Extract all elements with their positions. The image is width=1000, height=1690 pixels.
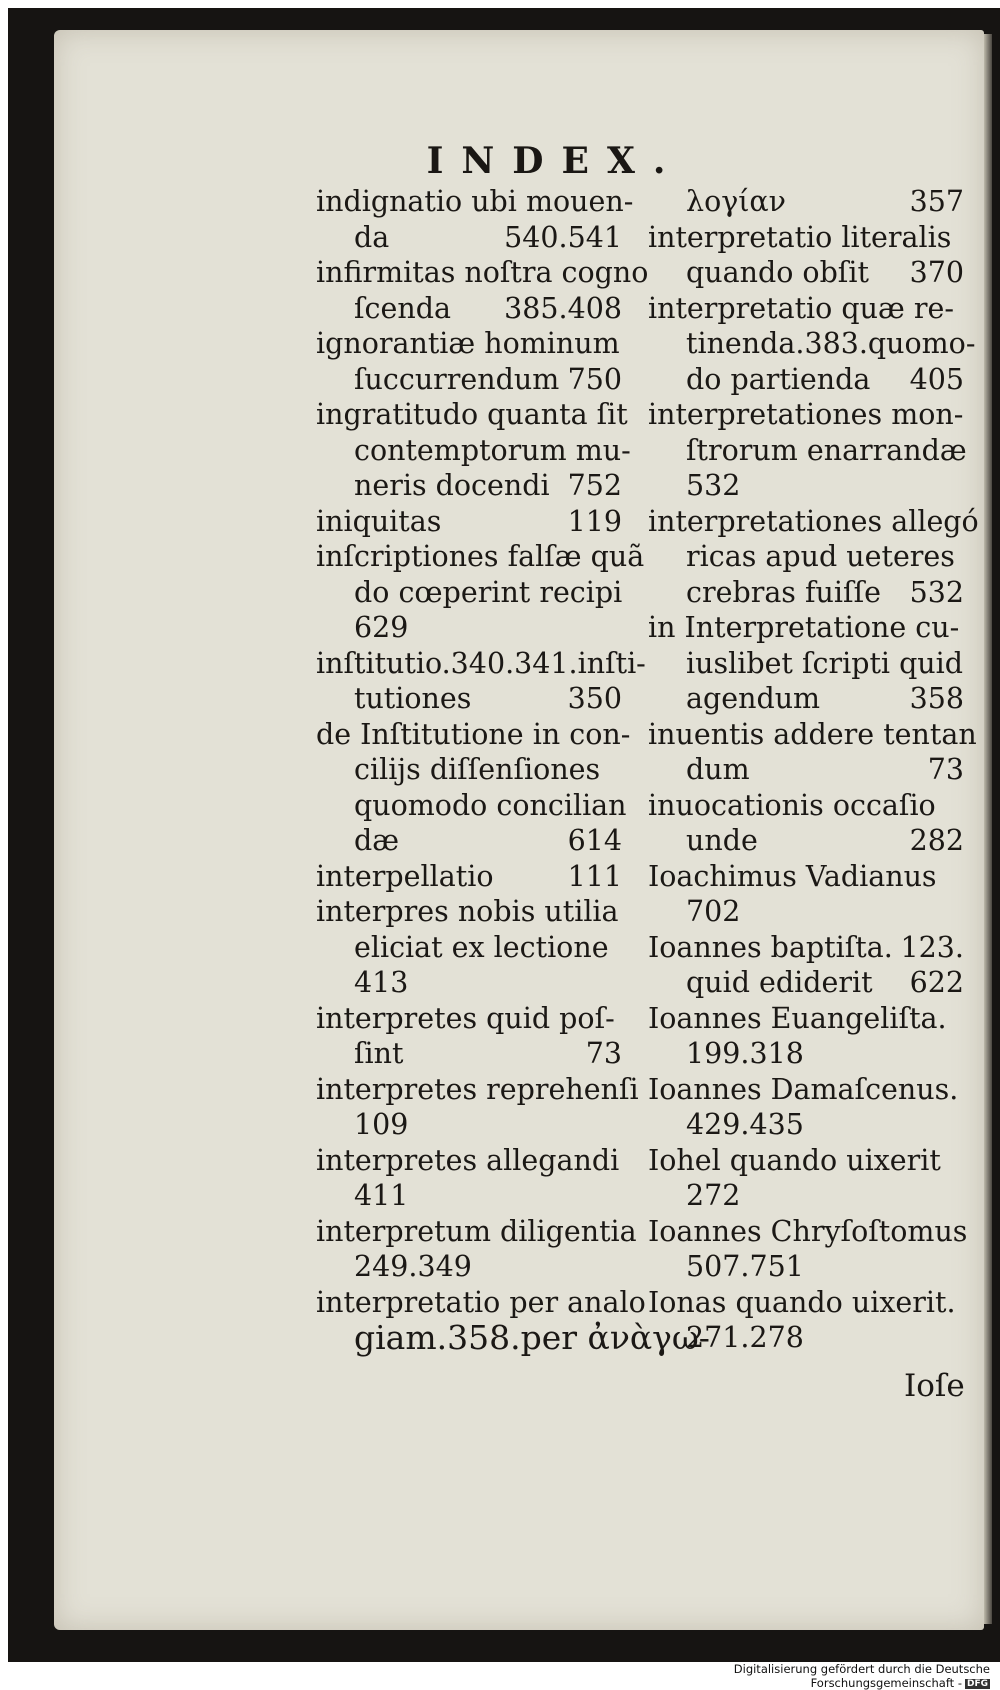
index-entry-line <box>316 1107 622 1143</box>
index-entry-line <box>316 788 627 824</box>
entry-text: 629 <box>354 611 409 644</box>
index-entry-line <box>648 362 964 398</box>
index-entry-line <box>648 255 964 291</box>
entry-text: iuslibet ſcripti quid <box>686 646 964 680</box>
entry-text: inſcriptiones falſæ quã <box>316 540 645 573</box>
entry-page-number: 282 <box>909 824 964 857</box>
entry-text: Ioannes Chryſoſtomus <box>648 1214 968 1248</box>
index-entry-line <box>648 1285 964 1321</box>
index-entry-line <box>648 1143 964 1179</box>
entry-page-number: 73 <box>927 753 964 786</box>
index-entry-line <box>648 681 964 717</box>
entry-text: ſint <box>354 1037 404 1070</box>
index-entry-line <box>316 539 645 575</box>
index-entry-line <box>648 894 964 930</box>
index-entry-line <box>316 1072 639 1108</box>
index-entry-line <box>316 646 646 682</box>
entry-text: agendum <box>686 682 821 715</box>
index-entry-line <box>316 610 622 646</box>
entry-page-number: 123. <box>900 930 964 964</box>
index-entry-line <box>648 397 964 433</box>
entry-text: eliciat ex lectione <box>354 930 609 964</box>
index-entry-line <box>648 859 964 895</box>
entry-text: dæ <box>354 824 400 857</box>
index-entry-line <box>648 1178 964 1214</box>
index-entry-line <box>316 752 622 788</box>
index-entry-line <box>316 291 622 327</box>
entry-text: 272 <box>686 1179 741 1212</box>
entry-text: ricas apud ueteres <box>686 540 955 573</box>
entry-text: de Inſtitutione in con- <box>316 717 631 751</box>
footer-text: Digitalisierung gefördert durch die Deutsche Forschungsgemeinschaft - <box>733 1662 990 1690</box>
index-entry-line <box>648 717 977 753</box>
index-entry-line <box>648 1214 968 1250</box>
index-entry-line <box>648 468 964 504</box>
index-entry-line <box>316 1214 637 1250</box>
index-entry-line <box>648 1107 964 1143</box>
index-column-left <box>316 184 710 1357</box>
index-entry-line <box>648 965 964 1001</box>
entry-text: inuentis addere tentan <box>648 717 977 751</box>
entry-text: interpretatio per analo <box>316 1285 646 1319</box>
entry-page-number: 540.541 <box>504 220 622 254</box>
index-entry-line <box>316 1318 710 1357</box>
entry-text: 429.435 <box>686 1108 804 1141</box>
index-entry-line <box>648 575 964 611</box>
entry-page-number: 350 <box>567 682 622 715</box>
entry-text: ignorantiæ hominum <box>316 327 620 360</box>
entry-page-number: 370 <box>909 256 964 289</box>
entry-page-number: 405 <box>909 362 964 396</box>
entry-text: quando obſit <box>686 256 869 289</box>
entry-text: ſcenda <box>354 291 451 325</box>
entry-text: inſtitutio.340.341.inſti- <box>316 646 646 680</box>
entry-text: 249.349 <box>354 1250 472 1283</box>
entry-text: quomodo concilian <box>354 788 627 822</box>
entry-text: dum <box>686 753 750 786</box>
entry-text: interpellatio <box>316 859 494 893</box>
entry-page-number: 752 <box>567 469 622 502</box>
entry-page-number: 119 <box>567 504 622 538</box>
index-entry-line <box>316 1249 622 1285</box>
index-entry-line <box>316 717 631 753</box>
entry-text: neris docendi <box>354 469 550 502</box>
entry-text: unde <box>686 824 758 857</box>
page-edge <box>984 34 992 1624</box>
index-entry-line <box>316 930 622 966</box>
entry-text: 199.318 <box>686 1037 804 1070</box>
index-entry-line <box>316 1036 622 1072</box>
entry-text: Ioannes Euangeliſta. <box>648 1001 947 1035</box>
entry-text: interpretationes allegó <box>648 504 979 538</box>
entry-text: 507.751 <box>686 1250 804 1283</box>
entry-page-number: 622 <box>909 966 964 999</box>
entry-text: 109 <box>354 1108 409 1141</box>
entry-page-number: 532 <box>909 575 964 609</box>
index-entry-line <box>316 362 622 398</box>
entry-text: Ioannes Damaſcenus. <box>648 1072 959 1106</box>
entry-page-number: 750 <box>567 362 622 396</box>
index-entry-line <box>316 468 622 504</box>
entry-page-number: 73 <box>585 1037 622 1070</box>
index-entry-line <box>648 823 964 859</box>
entry-text: interpretatio quæ re- <box>648 291 954 325</box>
entry-text: do partienda <box>686 362 871 396</box>
footer-credit <box>600 1662 990 1690</box>
index-entry-line <box>648 326 976 362</box>
entry-text: Iohel quando uixerit <box>648 1143 941 1177</box>
entry-text: 413 <box>354 966 409 999</box>
index-entry-line <box>316 220 622 256</box>
index-entry-line <box>316 575 622 611</box>
index-entry-line <box>648 752 964 788</box>
entry-text: tinenda.383.quomo- <box>686 327 976 360</box>
index-column-right <box>648 184 979 1356</box>
index-entry-line <box>648 1001 964 1037</box>
entry-text: ingratitudo quanta ſit <box>316 398 628 431</box>
entry-text: inuocationis occaſio <box>648 788 936 822</box>
index-entry-line <box>316 326 622 362</box>
index-entry-line <box>316 1285 646 1321</box>
entry-text: do cœperint recipi <box>354 575 623 609</box>
index-entry-line <box>648 504 979 540</box>
entry-text: 702 <box>686 895 741 928</box>
entry-text: iniquitas <box>316 504 442 538</box>
index-entry-line <box>316 255 649 291</box>
index-entry-line <box>316 397 628 433</box>
entry-text: ſtrorum enarrandæ <box>686 433 967 467</box>
entry-text: 411 <box>354 1179 409 1212</box>
entry-text: Ioannes baptiſta. <box>648 930 893 964</box>
index-entry-line <box>316 823 622 859</box>
entry-text: cilijs diſſenſiones <box>354 753 601 786</box>
entry-text: crebras fuiſſe <box>686 575 881 609</box>
entry-text: Ionas quando uixerit. <box>648 1285 956 1319</box>
index-entry-line <box>648 539 964 575</box>
entry-text: interpretationes mon- <box>648 398 964 431</box>
dfg-logo-icon: DFG <box>966 1678 988 1689</box>
entry-text: da <box>354 220 390 254</box>
entry-text: 532 <box>686 469 741 502</box>
entry-text: tutiones <box>354 682 472 715</box>
index-entry-line <box>316 681 622 717</box>
entry-text: 271.278 <box>686 1321 804 1354</box>
index-entry-line <box>648 930 964 966</box>
entry-text: interpretatio literalis <box>648 220 952 254</box>
index-entry-line <box>316 965 622 1001</box>
index-entry-line <box>316 504 622 540</box>
entry-text: Ioachimus Vadianus <box>648 859 937 893</box>
entry-text: interpres nobis utilia <box>316 895 619 928</box>
index-entry-line <box>648 1036 964 1072</box>
entry-text: contemptorum mu- <box>354 433 631 467</box>
index-entry-line <box>648 610 964 646</box>
entry-page-number: 358 <box>909 682 964 715</box>
entry-page-number: 111 <box>567 859 622 893</box>
index-entry-line <box>316 184 634 220</box>
entry-text: interpretes quid poſ- <box>316 1001 615 1035</box>
index-entry-line <box>648 1072 964 1108</box>
entry-text: infirmitas noſtra cogno <box>316 256 649 289</box>
index-entry-line <box>648 646 964 682</box>
entry-text: giam.358.per ἀνὰγω- <box>354 1318 710 1357</box>
index-entry-line <box>648 1320 964 1356</box>
index-entry-line <box>648 184 964 220</box>
index-entry-line <box>316 433 631 469</box>
index-entry-line <box>648 1249 964 1285</box>
index-entry-line <box>648 788 964 824</box>
entry-text: ſuccurrendum <box>354 362 560 396</box>
index-entry-line <box>316 1178 622 1214</box>
entry-text: indignatio ubi mouen- <box>316 185 634 218</box>
entry-page-number: 385.408 <box>504 291 622 325</box>
entry-page-number: 614 <box>567 824 622 857</box>
index-entry-line <box>316 1143 622 1179</box>
index-entry-line <box>316 859 622 895</box>
entry-text: interpretes reprehenſi <box>316 1072 639 1106</box>
page-header: INDEX. <box>426 140 684 182</box>
entry-text: quid ediderit <box>686 966 873 999</box>
index-entry-line <box>648 433 967 469</box>
index-entry-line <box>648 220 964 256</box>
entry-text: in Interpretatione cu- <box>648 611 960 644</box>
index-entry-line <box>648 291 964 327</box>
index-entry-line <box>316 894 622 930</box>
catchword: Ioſe <box>904 1368 965 1404</box>
entry-text: interpretes allegandi <box>316 1143 620 1177</box>
entry-text: λογίαν <box>686 185 787 218</box>
entry-page-number: 357 <box>909 185 964 218</box>
index-entry-line <box>316 1001 622 1037</box>
entry-text: interpretum diligentia <box>316 1214 637 1248</box>
